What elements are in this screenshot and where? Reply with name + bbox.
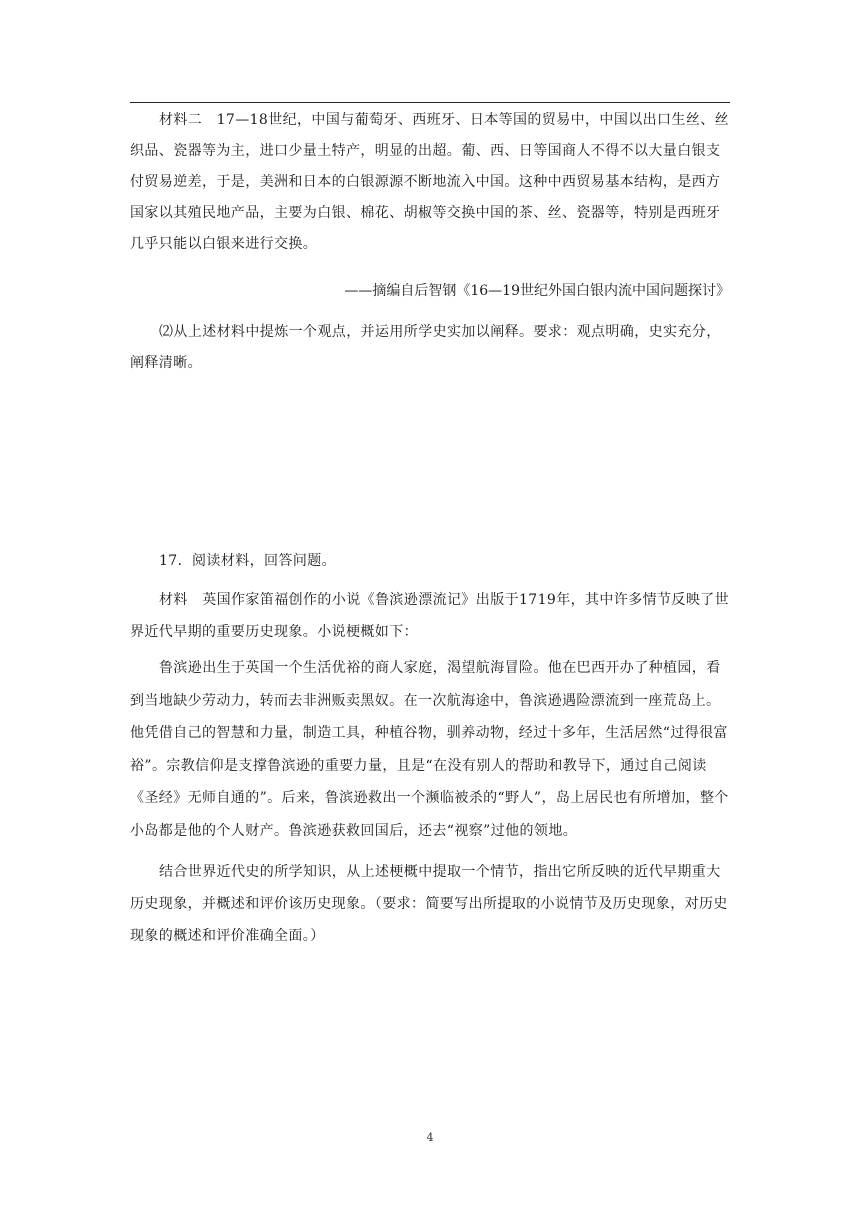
material-two-paragraph: 材料二 17—18世纪，中国与葡萄牙、西班牙、日本等国的贸易中，中国以出口生丝、丝织品、瓷器等为主，进口少量土特产，明显的出超。葡、西、日等国商人不得不以大量白银支付贸易逆差，于是，美洲和日本的白银源源不断地流入中国。这种中西贸易基本结构，是西方国家以其殖民地产品，主要为白银、棉花、胡椒等交换中国的茶、丝、瓷器等，特别是西班牙几乎只能以白银来进行交换。 [130,112,730,252]
question-2-prompt: ⑵从上述材料中提炼一个观点，并运用所学史实加以阐释。要求：观点明确，史实充分，阐释清晰。 [130,324,721,371]
page-number: 4 [426,1131,434,1144]
question-17-prompt: 结合世界近代史的所学知识，从上述梗概中提取一个情节，指出它所反映的近代早期重大历史现象，并概述和评价该历史现象。（要求：简要写出所提取的小说情节及历史现象，对历史现象的概述和评价准确全面。） [130,864,728,944]
material-two-source: ——摘编自后智钢《16—19世纪外国白银内流中国问题探讨》 [344,283,730,299]
header-rule [130,102,730,103]
question-17-material-intro: 材料 英国作家笛福创作的小说《鲁滨逊漂流记》出版于1719年，其中许多情节反映了世界近代早期的重要历史现象。小说梗概如下： [130,592,730,640]
question-17-title: 17．阅读材料，回答问题。 [159,553,337,569]
novel-summary-paragraph: 鲁滨逊出生于英国一个生活优裕的商人家庭，渴望航海冒险。他在巴西开办了种植园，看到当地缺少劳动力，转而去非洲贩卖黑奴。在一次航海途中，鲁滨逊遇险漂流到一座荒岛上。他凭借自己的智慧和力量，制造工具，种植谷物，驯养动物，经过十多年，生活居然“过得很富裕”。宗教信仰是支撑鲁滨逊的重要力量，且是“在没有别人的帮助和教导下，通过自己阅读《圣经》无师自通的”。后来，鲁滨逊救出一个濒临被杀的“野人”，岛上居民也有所增加，整个小岛都是他的个人财产。鲁滨逊获救回国后，还去“视察”过他的领地。 [130,660,729,839]
